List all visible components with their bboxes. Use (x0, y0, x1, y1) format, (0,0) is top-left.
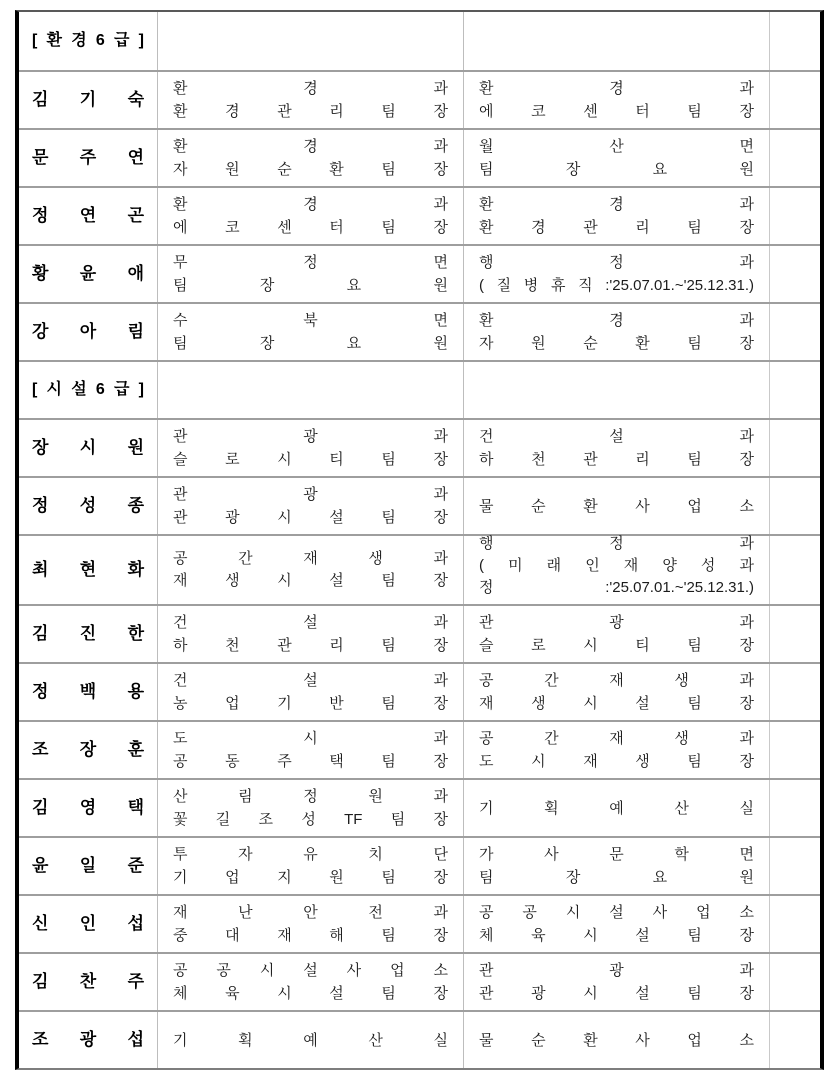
note-cell (769, 72, 820, 128)
old-position-cell (157, 72, 463, 128)
department-line: 기 획 예 산 실 (173, 1031, 448, 1049)
person-name: 정 연 곤 (32, 206, 144, 225)
new-position-cell (463, 478, 769, 534)
note-cell (769, 304, 820, 360)
personnel-row (19, 476, 820, 534)
department-line: 행 정 과 (479, 254, 754, 271)
title-line: 슬 로 시 티 팀 장 (173, 451, 448, 468)
section-header-row (19, 12, 820, 70)
department-line: 공 공 시 설 사 업 소 (479, 904, 754, 921)
personnel-row (19, 662, 820, 720)
name-cell (19, 536, 157, 604)
department-line: 건 설 과 (173, 672, 448, 689)
name-cell (19, 838, 157, 894)
new-position-cell (463, 536, 769, 604)
new-position-cell (463, 420, 769, 476)
title-line: 관 광 시 설 팀 장 (479, 985, 754, 1002)
title-line: 팀 장 요 원 (173, 277, 448, 294)
person-name: 강 아 림 (32, 322, 144, 341)
person-name: 장 시 원 (32, 438, 144, 457)
note-cell (769, 896, 820, 952)
old-position-cell (157, 536, 463, 604)
old-position-cell (157, 780, 463, 836)
department-line: 공 공 시 설 사 업 소 (173, 962, 448, 979)
note-cell (769, 362, 820, 418)
section-label: [ 환 경 6 급 ] (32, 32, 144, 49)
title-line: 도 시 재 생 팀 장 (479, 753, 754, 770)
old-position-cell (157, 606, 463, 662)
title-line: 자 원 순 환 팀 장 (479, 335, 754, 352)
old-position-cell (157, 420, 463, 476)
name-cell (19, 246, 157, 302)
department-line: 도 시 과 (173, 730, 448, 747)
new-position-cell (463, 606, 769, 662)
department-line: 환 경 과 (479, 196, 754, 213)
name-cell (19, 420, 157, 476)
department-line: 기 획 예 산 실 (479, 799, 754, 817)
new-position-cell (463, 246, 769, 302)
name-cell (19, 362, 157, 418)
title-line: 체 육 시 설 팀 장 (479, 927, 754, 944)
title-line: 하 천 관 리 팀 장 (173, 637, 448, 654)
person-name: 조 장 훈 (32, 740, 144, 759)
department-line: 물 순 환 사 업 소 (479, 497, 754, 515)
name-cell (19, 72, 157, 128)
department-line: 재 난 안 전 과 (173, 904, 448, 921)
old-position-cell (157, 12, 463, 70)
name-cell (19, 130, 157, 186)
title-line: 정 :'25.07.01.~'25.12.31.) (479, 578, 754, 596)
personnel-table (15, 10, 824, 1070)
department-line: 환 경 과 (173, 196, 448, 213)
old-position-cell (157, 1012, 463, 1068)
title-line: 꽃 길 조 성 TF 팀 장 (173, 811, 448, 828)
old-position-cell (157, 362, 463, 418)
department-line: 환 경 과 (173, 138, 448, 155)
department-line: 관 광 과 (173, 428, 448, 445)
note-cell (769, 664, 820, 720)
personnel-row (19, 186, 820, 244)
person-name: 문 주 연 (32, 148, 144, 167)
new-position-cell (463, 188, 769, 244)
name-cell (19, 12, 157, 70)
personnel-row (19, 534, 820, 604)
old-position-cell (157, 246, 463, 302)
personnel-row (19, 604, 820, 662)
department-line: 건 설 과 (173, 614, 448, 631)
department-line: 관 광 과 (479, 962, 754, 979)
title-line: 팀 장 요 원 (479, 161, 754, 178)
title-line: 중 대 재 해 팀 장 (173, 927, 448, 944)
title-line: 환 경 관 리 팀 장 (479, 219, 754, 236)
title-line: 관 광 시 설 팀 장 (173, 509, 448, 526)
new-position-cell (463, 722, 769, 778)
title-line: ( 질 병 휴 직 :'25.07.01.~'25.12.31.) (479, 277, 754, 294)
personnel-row (19, 70, 820, 128)
personnel-row (19, 302, 820, 360)
title-line: 하 천 관 리 팀 장 (479, 451, 754, 468)
name-cell (19, 954, 157, 1010)
person-name: 신 인 섭 (32, 914, 144, 933)
name-cell (19, 664, 157, 720)
title-line: 에 코 센 터 팀 장 (173, 219, 448, 236)
name-cell (19, 780, 157, 836)
old-position-cell (157, 478, 463, 534)
old-position-cell (157, 188, 463, 244)
old-position-cell (157, 954, 463, 1010)
person-name: 김 기 숙 (32, 90, 144, 109)
name-cell (19, 188, 157, 244)
personnel-row (19, 952, 820, 1010)
note-cell (769, 1012, 820, 1068)
new-position-cell (463, 896, 769, 952)
personnel-row (19, 894, 820, 952)
personnel-row (19, 836, 820, 894)
department-line: 공 간 재 생 과 (173, 550, 448, 567)
title-line: 기 업 지 원 팀 장 (173, 869, 448, 886)
new-position-cell (463, 838, 769, 894)
new-position-cell (463, 1012, 769, 1068)
section-header-row (19, 360, 820, 418)
note-cell (769, 12, 820, 70)
title-line: 농 업 기 반 팀 장 (173, 695, 448, 712)
title-line: ( 미 래 인 재 양 성 과 (479, 556, 754, 574)
person-name: 최 현 화 (32, 560, 144, 579)
note-cell (769, 606, 820, 662)
name-cell (19, 606, 157, 662)
person-name: 조 광 섭 (32, 1030, 144, 1049)
title-line: 자 원 순 환 팀 장 (173, 161, 448, 178)
new-position-cell (463, 362, 769, 418)
person-name: 김 찬 주 (32, 972, 144, 991)
note-cell (769, 954, 820, 1010)
department-line: 환 경 과 (479, 80, 754, 97)
name-cell (19, 1012, 157, 1068)
old-position-cell (157, 664, 463, 720)
note-cell (769, 722, 820, 778)
department-line: 투 자 유 치 단 (173, 846, 448, 863)
old-position-cell (157, 722, 463, 778)
person-name: 황 윤 애 (32, 264, 144, 283)
person-name: 정 성 종 (32, 496, 144, 515)
title-line: 공 동 주 택 팀 장 (173, 753, 448, 770)
personnel-row (19, 720, 820, 778)
note-cell (769, 536, 820, 604)
person-name: 김 진 한 (32, 624, 144, 643)
title-line: 슬 로 시 티 팀 장 (479, 637, 754, 654)
personnel-row (19, 244, 820, 302)
title-line: 에 코 센 터 팀 장 (479, 103, 754, 120)
old-position-cell (157, 838, 463, 894)
personnel-row (19, 418, 820, 476)
department-line: 산 림 정 원 과 (173, 788, 448, 805)
old-position-cell (157, 304, 463, 360)
title-line: 팀 장 요 원 (479, 869, 754, 886)
note-cell (769, 246, 820, 302)
department-line: 환 경 과 (173, 80, 448, 97)
title-line: 체 육 시 설 팀 장 (173, 985, 448, 1002)
department-line: 월 산 면 (479, 138, 754, 155)
department-line: 수 북 면 (173, 312, 448, 329)
note-cell (769, 780, 820, 836)
department-line: 건 설 과 (479, 428, 754, 445)
personnel-row (19, 778, 820, 836)
new-position-cell (463, 780, 769, 836)
department-line: 공 간 재 생 과 (479, 672, 754, 689)
new-position-cell (463, 130, 769, 186)
department-line: 물 순 환 사 업 소 (479, 1031, 754, 1049)
department-line: 환 경 과 (479, 312, 754, 329)
section-label: [ 시 설 6 급 ] (32, 381, 144, 398)
title-line: 재 생 시 설 팀 장 (479, 695, 754, 712)
name-cell (19, 722, 157, 778)
title-line: 환 경 관 리 팀 장 (173, 103, 448, 120)
note-cell (769, 838, 820, 894)
new-position-cell (463, 304, 769, 360)
new-position-cell (463, 72, 769, 128)
new-position-cell (463, 664, 769, 720)
personnel-row (19, 1010, 820, 1068)
note-cell (769, 420, 820, 476)
department-line: 관 광 과 (173, 486, 448, 503)
department-line: 무 정 면 (173, 254, 448, 271)
old-position-cell (157, 896, 463, 952)
person-name: 김 영 택 (32, 798, 144, 817)
name-cell (19, 896, 157, 952)
department-line: 행 정 과 (479, 534, 754, 552)
department-line: 가 사 문 학 면 (479, 846, 754, 863)
title-line: 재 생 시 설 팀 장 (173, 572, 448, 589)
note-cell (769, 188, 820, 244)
new-position-cell (463, 954, 769, 1010)
new-position-cell (463, 12, 769, 70)
note-cell (769, 130, 820, 186)
old-position-cell (157, 130, 463, 186)
personnel-row (19, 128, 820, 186)
name-cell (19, 304, 157, 360)
note-cell (769, 478, 820, 534)
title-line: 팀 장 요 원 (173, 335, 448, 352)
person-name: 정 백 용 (32, 682, 144, 701)
name-cell (19, 478, 157, 534)
person-name: 윤 일 준 (32, 856, 144, 875)
department-line: 관 광 과 (479, 614, 754, 631)
department-line: 공 간 재 생 과 (479, 730, 754, 747)
